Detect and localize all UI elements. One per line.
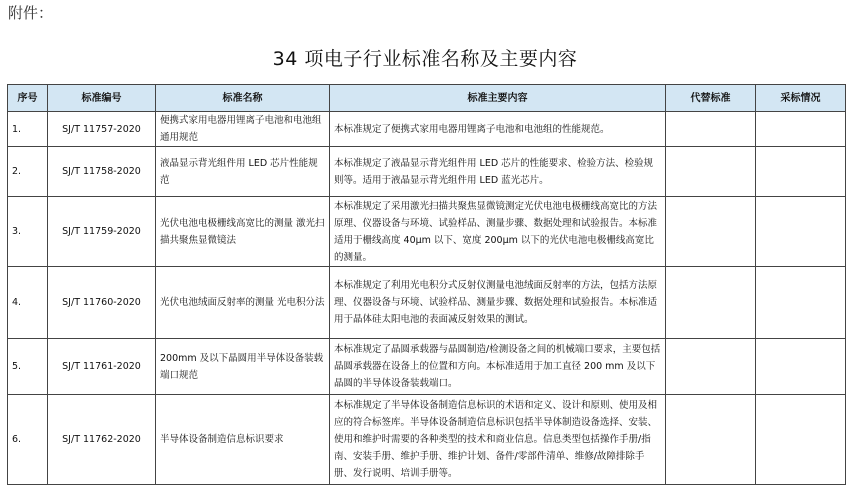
row-name: 光伏电池绒面反射率的测量 光电积分法 <box>156 267 330 339</box>
table-row <box>8 112 846 147</box>
row-code: SJ/T 11757-2020 <box>48 112 156 147</box>
table-row <box>8 147 846 197</box>
row-name: 半导体设备制造信息标识要求 <box>156 395 330 485</box>
row-replaces <box>666 395 756 485</box>
table-header-row <box>8 85 846 112</box>
row-replaces <box>666 267 756 339</box>
row-adoption <box>756 197 846 267</box>
header-code: 标准编号 <box>48 85 156 112</box>
row-index: 3. <box>8 197 48 267</box>
header-adoption: 采标情况 <box>756 85 846 112</box>
table-row <box>8 395 846 485</box>
row-adoption <box>756 112 846 147</box>
header-replaces: 代替标准 <box>666 85 756 112</box>
row-content: 本标准规定了采用激光扫描共聚焦显微镜测定光伏电池电极栅线高宽比的方法原理、仪器设备与环境、试验样品、测量步骤、数据处理和试验报告。本标准适用于栅线高度 40μm 以下、宽度 200μm 以下的光伏电池电极栅线高宽比的测量。 <box>330 197 666 267</box>
header-index: 序号 <box>8 85 48 112</box>
row-code: SJ/T 11761-2020 <box>48 339 156 395</box>
table-row <box>8 197 846 267</box>
row-name: 便携式家用电器用锂离子电池和电池组 通用规范 <box>156 112 330 147</box>
document-title: 34 项电子行业标准名称及主要内容 <box>272 48 578 70</box>
row-replaces <box>666 197 756 267</box>
standards-table <box>7 84 846 485</box>
row-replaces <box>666 339 756 395</box>
row-code: SJ/T 11762-2020 <box>48 395 156 485</box>
row-index: 4. <box>8 267 48 339</box>
row-code: SJ/T 11758-2020 <box>48 147 156 197</box>
row-replaces <box>666 112 756 147</box>
annex-label: 附件： <box>8 4 54 22</box>
row-replaces <box>666 147 756 197</box>
row-index: 5. <box>8 339 48 395</box>
header-name: 标准名称 <box>156 85 330 112</box>
row-name: 光伏电池电极栅线高宽比的测量 激光扫描共聚焦显微镜法 <box>156 197 330 267</box>
row-name: 液晶显示背光组件用 LED 芯片性能规范 <box>156 147 330 197</box>
row-adoption <box>756 339 846 395</box>
row-index: 2. <box>8 147 48 197</box>
row-adoption <box>756 395 846 485</box>
row-content: 本标准规定了便携式家用电器用锂离子电池和电池组的性能规范。 <box>330 112 666 147</box>
header-content: 标准主要内容 <box>330 85 666 112</box>
row-adoption <box>756 147 846 197</box>
row-content: 本标准规定了利用光电积分式反射仪测量电池绒面反射率的方法，包括方法原理、仪器设备与环境、试验样品、测量步骤、数据处理和试验报告。本标准适用于晶体硅太阳电池的表面减反射效果的测试。 <box>330 267 666 339</box>
row-name: 200mm 及以下晶圆用半导体设备装载端口规范 <box>156 339 330 395</box>
row-content: 本标准规定了液晶显示背光组件用 LED 芯片的性能要求、检验方法、检验规则等。适用于液晶显示背光组件用 LED 蓝光芯片。 <box>330 147 666 197</box>
row-index: 1. <box>8 112 48 147</box>
table-row <box>8 339 846 395</box>
row-adoption <box>756 267 846 339</box>
row-code: SJ/T 11759-2020 <box>48 197 156 267</box>
row-content: 本标准规定了半导体设备制造信息标识的术语和定义、设计和原则、使用及相应的符合标签库。半导体设备制造信息标识包括半导体制造设备选择、安装、使用和维护时需要的各种类型的技术和商业信息。信息类型包括操作手册/指南、安装手册、维护手册、维护计划、备件/零部件清单、维修/故障排除手册、发行说明、培训手册等。 <box>330 395 666 485</box>
row-content: 本标准规定了晶圆承载器与晶圆制造/检测设备之间的机械端口要求，主要包括晶圆承载器在设备上的位置和方向。本标准适用于加工直径 200 mm 及以下晶圆的半导体设备装载端口。 <box>330 339 666 395</box>
table-row <box>8 267 846 339</box>
row-index: 6. <box>8 395 48 485</box>
row-code: SJ/T 11760-2020 <box>48 267 156 339</box>
